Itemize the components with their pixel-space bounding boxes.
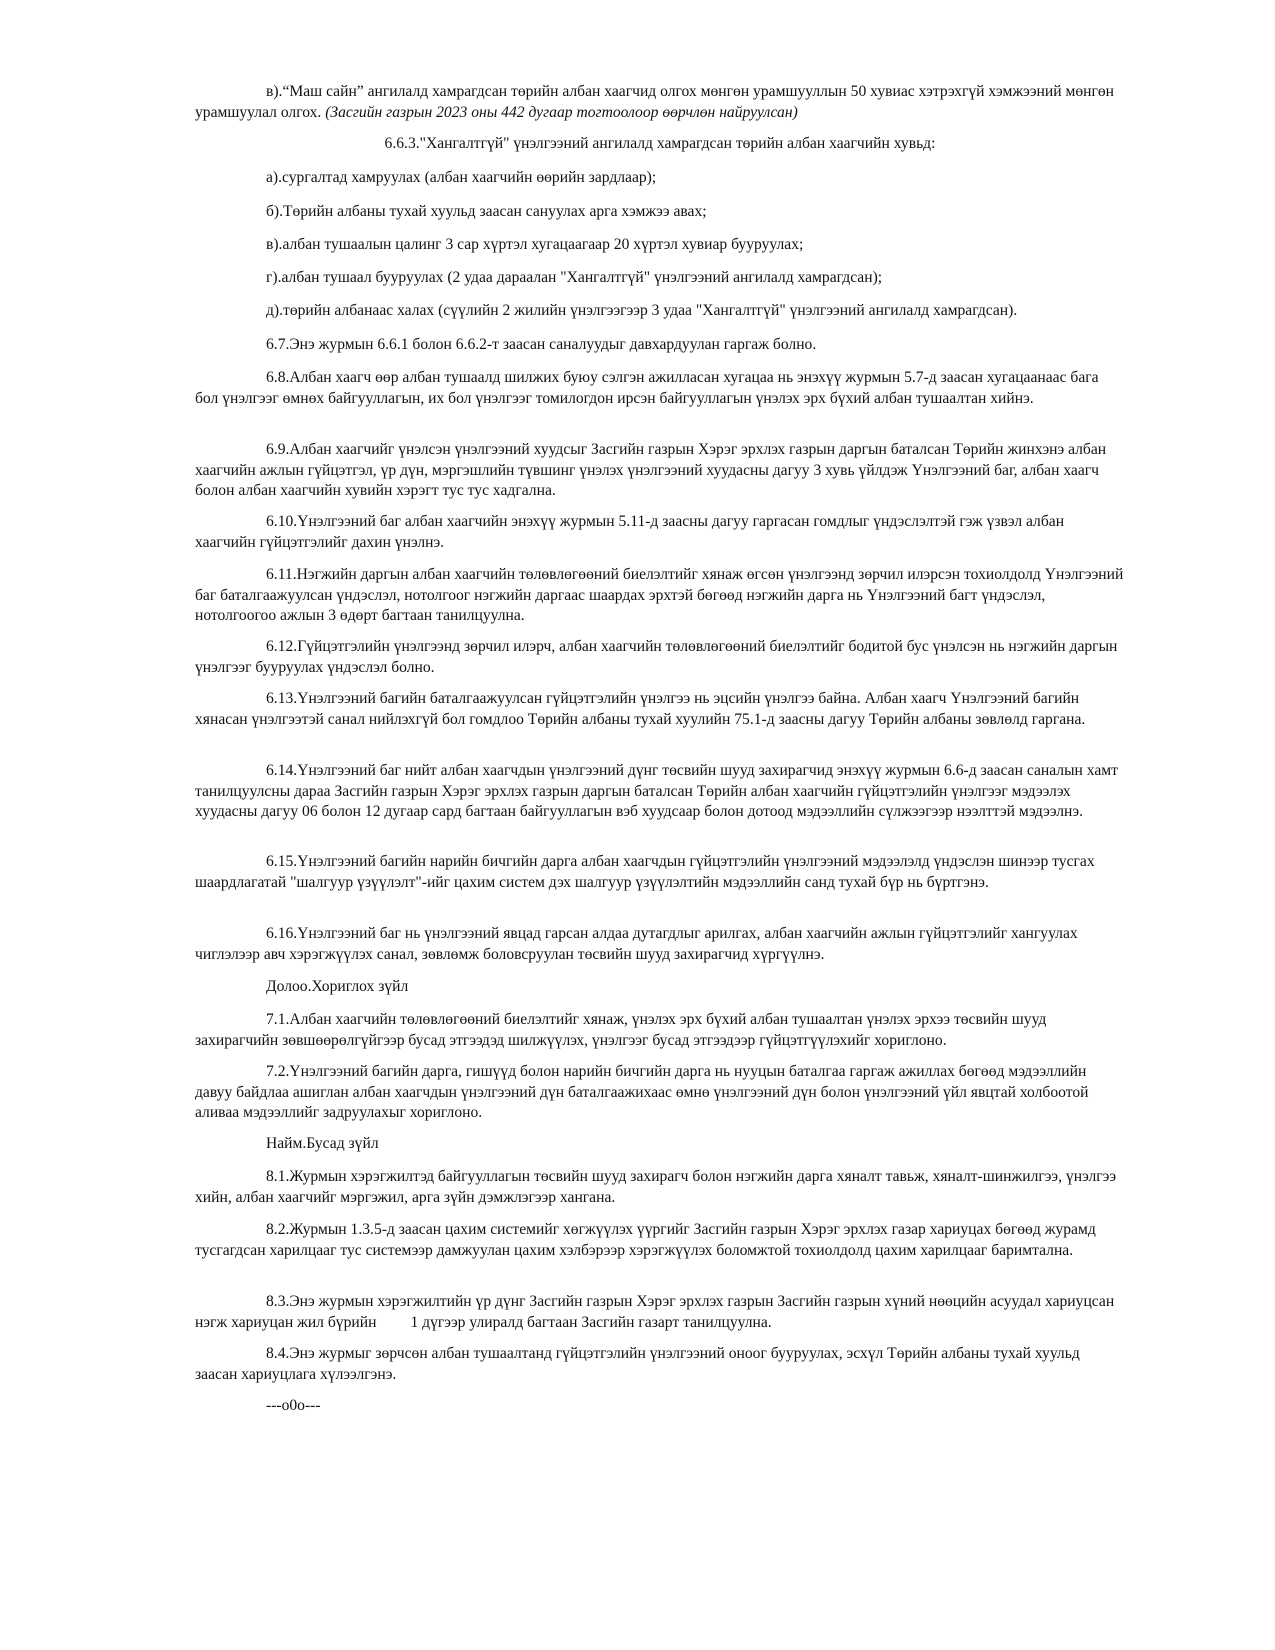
- section-8-3-text-b: 1 дүгээр улиралд багтаан Засгийн газарт танилцуулна.: [410, 1313, 772, 1331]
- item-6-6-3-b: б).Төрийн албаны тухай хуульд заасан сануулах арга хэмжээ авах;: [266, 203, 707, 220]
- section-8-3: [195, 1292, 1125, 1333]
- amendment-note: (Засгийн газрын 2023 оны 442 дугаар тогтоолоор өөрчлөн найруулсан): [325, 103, 798, 121]
- heading-chapter-7: Долоо.Хориглох зүйл: [266, 978, 409, 995]
- item-6-6-3-v: в).албан тушаалын цалинг 3 сар хүртэл хугацаагаар 20 хүртэл хувиар бууруулах;: [266, 236, 804, 253]
- section-8-4: 8.4.Энэ журмыг зөрчсөн албан тушаалтанд гүйцэтгэлийн үнэлгээний оноог бууруулах, эсхүл Төрийн албаны тухай хуульд заасан хариуцлага хүлээлгэнэ.: [195, 1345, 1080, 1383]
- section-6-16: 6.16.Үнэлгээний баг нь үнэлгээний явцад гарсан алдаа дутагдлыг арилгах, албан хаагчийн ажлын гүйцэтгэлийг хангуулах чиглэлээр авч хэрэгжүүлэх санал, зөвлөмж боловсруулан төсвийн шууд захирагчид хүргүүлнэ.: [195, 925, 1078, 963]
- section-6-12: 6.12.Гүйцэтгэлийн үнэлгээнд зөрчил илэрч, албан хаагчийн төлөвлөгөөний биелэлтийг бодитой бус үнэлсэн нь нэгжийн даргын үнэлгээг бууруулах үндэслэл болно.: [195, 638, 1118, 676]
- section-6-11: 6.11.Нэгжийн даргын албан хаагчийн төлөвлөгөөний биелэлтийг хянаж өгсөн үнэлгээнд зөрчил илэрсэн тохиолдолд Үнэлгээний баг баталгаажуулсан үндэслэл, нотолгоог нэгжийн даргаас шаардах эрхтэй бөгөөд нэгжийн дарга нь Үнэлгээний багт үндэслэл, нотолгоогоо ажлын 3 өдөрт багтаан танилцуулна.: [195, 566, 1124, 624]
- section-7-1: 7.1.Албан хаагчийн төлөвлөгөөний биелэлтийг хянаж, үнэлэх эрх бүхий албан тушаалтан үнэлэх эрхээ төсвийн шууд захирагчийн зөвшөөрөлгүйгээр бусад этгээдэд шилжүүлэх, үнэлгээг бусад этгээдээр гүйцэтгүүлэхийг хориглоно.: [195, 1011, 1047, 1049]
- item-6-6-3-a: а).сургалтад хамруулах (албан хаагчийн өөрийн зардлаар);: [266, 169, 657, 186]
- section-8-2: 8.2.Журмын 1.3.5-д заасан цахим системийг хөгжүүлэх үүргийг Засгийн газрын Хэрэг эрхлэх газар хариуцах бөгөөд журамд тусгагдсан харилцааг тус системээр дамжуулан цахим хэлбэрээр хэрэгжүүлэх боломжтой тохиолдолд цахим харилцааг баримтална.: [195, 1221, 1096, 1259]
- section-6-8: 6.8.Албан хаагч өөр албан тушаалд шилжих буюу сэлгэн ажилласан хугацаа нь энэхүү журмын 5.7-д заасан хугацаанаас бага бол үнэлгээг өмнөх байгууллагын, их бол үнэлгээг томилогдон ирсэн байгууллагын үнэлэх эрх бүхий албан тушаалтан хийнэ.: [195, 369, 1099, 407]
- section-6-9: 6.9.Албан хаагчийг үнэлсэн үнэлгээний хуудсыг Засгийн газрын Хэрэг эрхлэх газрын даргын баталсан Төрийн жинхэнэ албан хаагчийн ажлын гүйцэтгэл, үр дүн, мэргэшлийн түвшинг үнэлэх үнэлгээний хуудасны дагуу 3 хувь үйлдэж Үнэлгээний баг, албан хаагч болон албан хаагчийн хувийн хэрэгт тус тус хадгална.: [195, 441, 1107, 499]
- end-mark: ---o0o---: [266, 1397, 321, 1414]
- section-6-14: 6.14.Үнэлгээний баг нийт албан хаагчдын үнэлгээний дүнг төсвийн шууд захирагчид энэхүү журмын 6.6-д заасан саналын хамт танилцуулсны дараа Засгийн газрын Хэрэг эрхлэх газрын даргын баталсан Төрийн албан хаагчийн гүйцэтгэлийн үнэлгээг мэдээлэх хуудасны дагуу 06 болон 12 дугаар сард багтаан байгууллагын вэб хуудсаар болон дотоод мэдээллийн сүлжээгээр нээлттэй мэдээлнэ.: [195, 762, 1118, 820]
- section-7-2: 7.2.Үнэлгээний багийн дарга, гишүүд болон нарийн бичгийн дарга нь нууцын баталгаа гаргаж ажиллах бөгөөд мэдээллийн давуу байдлаа ашиглан албан хаагчдын үнэлгээний дүн баталгаажихаас өмнө үнэлгээний дүн болон үнэлгээний үйл явцтай холбоотой аливаа мэдээллийг задруулахыг хориглоно.: [195, 1063, 1089, 1121]
- paragraph-text: в).“Маш сайн” ангилалд хамрагдсан төрийн албан хаагчид олгох мөнгөн урамшууллын 50 хувиас хэтрэхгүй хэмжээний мөнгөн урамшуулал олгох.: [195, 83, 1115, 121]
- section-6-6-3: 6.6.3."Хангалтгүй" үнэлгээний ангилалд хамрагдсан төрийн албан хаагчийн хувьд:: [384, 135, 936, 152]
- section-6-13: 6.13.Үнэлгээний багийн баталгаажуулсан гүйцэтгэлийн үнэлгээ нь эцсийн үнэлгээ байна. Албан хаагч Үнэлгээний багийн хянасан үнэлгээтэй санал нийлэхгүй бол гомдлоо Төрийн албаны тухай хуулийн 75.1-д заасны дагуу Төрийн албаны зөвлөлд гаргана.: [195, 690, 1086, 728]
- section-6-15: 6.15.Үнэлгээний багийн нарийн бичгийн дарга албан хаагчдын гүйцэтгэлийн үнэлгээний мэдээлэлд үндэслэн шинээр тусгах шаардлагатай "шалгуур үзүүлэлт"-ийг цахим систем дэх шалгуур үзүүлэлтийн мэдээллийн санд тухай бүр нь бүртгэнэ.: [195, 853, 1095, 891]
- item-6-6-3-d: д).төрийн албанаас халах (сүүлийн 2 жилийн үнэлгээгээр 3 удаа "Хангалтгүй" үнэлгээний ангилалд хамрагдсан).: [266, 302, 1018, 319]
- paragraph-6-6-2-v: [195, 82, 1125, 123]
- section-6-10: 6.10.Үнэлгээний баг албан хаагчийн энэхүү журмын 5.11-д заасны дагуу гаргасан гомдлыг үндэслэлтэй гэж үзвэл албан хаагчийн гүйцэтгэлийг дахин үнэлнэ.: [195, 513, 1065, 551]
- item-6-6-3-g: г).албан тушаал бууруулах (2 удаа дараалан "Хангалтгүй" үнэлгээний ангилалд хамрагдсан);: [266, 269, 883, 286]
- section-6-7: 6.7.Энэ журмын 6.6.1 болон 6.6.2-т заасан саналуудыг давхардуулан гаргаж болно.: [266, 336, 817, 353]
- section-8-3-text-a: 8.3.Энэ журмын хэрэгжилтийн үр дүнг Засгийн газрын Хэрэг эрхлэх газрын Засгийн газрын хүний нөөцийн асуудал хариуцсан нэгж хариуцан жил бүрийн: [195, 1293, 1115, 1331]
- section-8-1: 8.1.Журмын хэрэгжилтэд байгууллагын төсвийн шууд захирагч болон нэгжийн дарга хяналт тавьж, хяналт-шинжилгээ, үнэлгээ хийн, албан хаагчийг мэргэжил, арга зүйн дэмжлэгээр хангана.: [195, 1168, 1117, 1206]
- heading-chapter-8: Найм.Бусад зүйл: [266, 1135, 379, 1152]
